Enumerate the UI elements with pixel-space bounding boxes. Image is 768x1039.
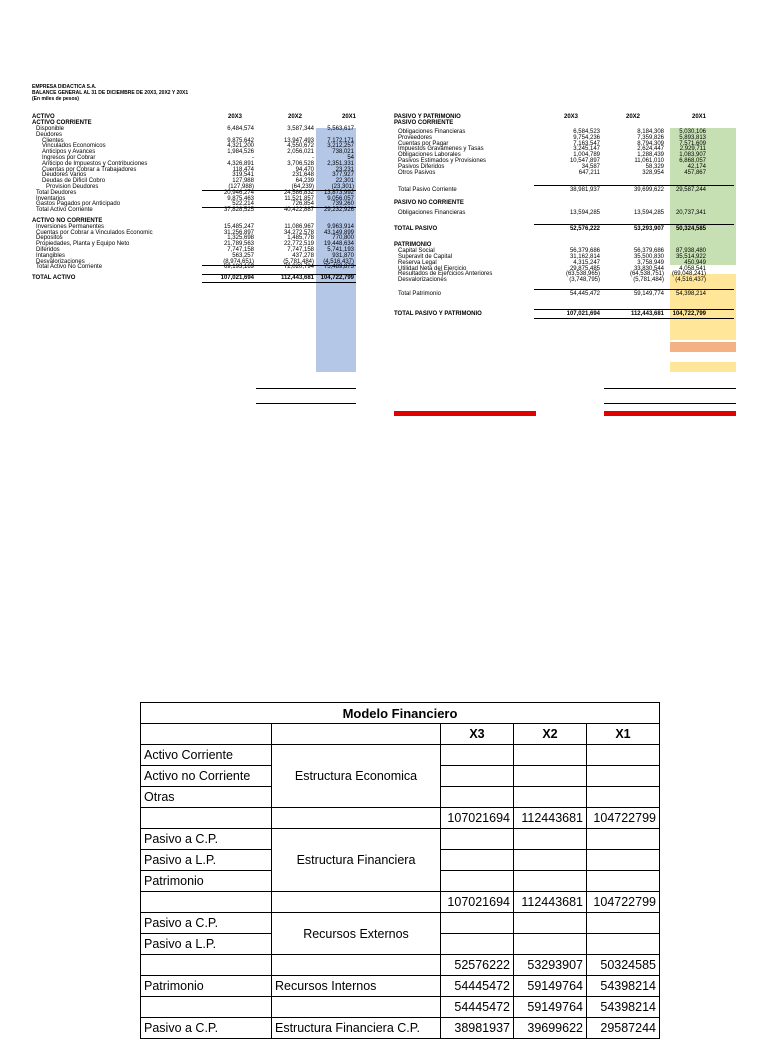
value-cell: 72,020,794 [283,264,314,271]
row-label: Total Pasivo Corriente [398,187,457,194]
value-cell: 23,231 [335,166,354,173]
value-cell: 2,351,331 [327,160,354,167]
value-cell: 59,149,774 [633,291,664,297]
row-label: Otros Pasivos [398,169,436,176]
row-label: Depositos [36,235,63,242]
value-cell: 647,211 [578,169,600,176]
value-cell: 39,699,622 [633,187,664,194]
company-name: EMPRESA DIDACTICA S.A. [32,84,97,90]
value-cell: 54 [347,155,354,161]
row-label: Deudores [36,131,63,138]
total-cell: 107021694 [441,808,514,829]
value-cell: 437,278 [292,252,314,259]
row-label: Total Deudores [36,189,77,196]
row-label: Utilidad Neta del Ejercicio [398,265,467,272]
value-cell: (3,748,795) [569,277,600,284]
value-cell: 7,172,171 [327,137,354,144]
section-heading: ACTIVO NO CORRIENTE [32,218,103,224]
value-cell: (5,781,484) [283,258,314,265]
value-cell: 22,301 [335,178,354,185]
value-cell: (4,516,437) [323,258,354,265]
value-cell: 19,448,634 [323,241,354,248]
value-cell: 9,875,463 [227,195,254,202]
row-label: Ingresos por Cobrar [42,155,96,161]
value-cell: 29587244 [587,1018,660,1039]
value-cell: (64,538,751) [629,271,664,278]
value-cell: 4,321,200 [227,143,254,150]
value-cell: 5,893,813 [679,134,706,141]
value-cell: 34,587 [581,163,600,170]
total-rule [534,185,734,186]
row-label: Pasivo a C.P. [141,1018,272,1039]
value-cell: 34,272,578 [283,229,314,236]
total-rule [534,289,734,290]
row-label: Cuentas por Cobrar a Trabajadores [42,166,137,173]
row-label: Pasivo a L.P. [141,934,272,955]
row-label: Obligaciones Financieras [398,129,466,135]
value-cell: 11,061,010 [634,158,664,164]
value-cell: 2,929,711 [679,146,706,153]
value-cell: 9,056,057 [327,195,354,202]
row-label: Capital Social [398,248,435,255]
row-label: Provision Deudores [46,184,99,190]
year-header: 20X1 [692,114,707,120]
year-header: 20X3 [228,114,243,120]
value-cell: 563,257 [232,252,254,259]
value-cell: 1,325,698 [227,235,254,242]
value-cell: - [312,155,314,161]
row-label: Impuestos Gravamenes y Tasas [398,146,484,153]
value-cell: 9,754,236 [573,134,600,141]
value-cell: 4,058,541 [679,265,706,272]
value-cell: 53,293,907 [633,226,664,233]
row-label: Vinculados Economicos [42,143,106,150]
row-label: TOTAL ACTIVO [32,275,76,282]
modelo-title: Modelo Financiero [141,703,660,724]
value-cell: 38,981,937 [569,187,600,194]
year-header: 20X3 [564,114,579,120]
value-cell: 11,521,857 [284,195,314,202]
total-cell: 54398214 [587,997,660,1018]
row-label: Pasivo a L.P. [141,850,272,871]
total-rule [534,309,734,310]
sheet-row [32,264,362,270]
row-label: Gastos Pagados por Anticipado [36,201,121,208]
value-cell: 13,594,285 [569,210,600,217]
row-label: Total Activo No Corriente [36,264,103,271]
row-label: Pasivos Diferidos [398,163,445,170]
value-cell: (69,048,241) [671,271,706,278]
row-label: Total Patrimonio [398,291,442,297]
value-cell: 13,947,493 [283,137,314,144]
row-label: Intangibles [36,252,66,259]
value-cell: 104,722,799 [320,275,354,282]
group-estructura-financiera-cp: Estructura Financiera C.P. [272,1018,441,1039]
total-cell: 50324585 [587,955,660,976]
group-recursos-externos: Recursos Externos [272,913,441,955]
value-cell: 8,794,309 [637,140,664,147]
total-cell: 104722799 [587,892,660,913]
row-label: Anticipo de Impuestos y Contribuciones [42,160,148,167]
row-label: Diferidos [36,247,60,253]
value-cell: 94,470 [295,166,314,173]
value-cell: 4,550,672 [287,143,314,150]
blank-line-3 [604,388,736,389]
value-cell: 11,086,967 [284,223,314,230]
value-cell: 1,004,789 [573,152,600,159]
value-cell: 231,648 [292,172,314,179]
value-cell: 54445472 [441,976,514,997]
total-cell: 112443681 [514,892,587,913]
value-cell: 107,021,694 [566,311,600,317]
row-label: TOTAL PASIVO Y PATRIMONIO [394,311,482,317]
blank-line-4 [604,403,736,404]
value-cell: 1,984,526 [227,149,254,156]
value-cell: 29,587,244 [675,187,706,194]
value-cell: 87,938,480 [675,248,706,255]
value-cell: 457,867 [684,169,706,176]
total-cell: 104722799 [587,808,660,829]
section-heading: PATRIMONIO [394,242,432,249]
total-cell: 53293907 [514,955,587,976]
row-label: TOTAL PASIVO [394,226,438,233]
value-cell: 377,927 [332,172,354,179]
blank-line-2 [256,403,356,404]
value-cell: 7,747,158 [287,247,314,253]
value-cell: (127,988) [228,184,254,190]
value-cell: 35,500,830 [633,254,664,260]
section-heading: ACTIVO [32,114,55,120]
value-cell: 43,149,899 [323,229,354,236]
row-label: Deudas de Dificil Cobro [42,178,106,185]
report-units: (En miles de pesos) [32,96,79,102]
group-estructura-financiera: Estructura Financiera [272,829,441,892]
value-cell: 6,484,574 [227,126,254,132]
row-label: Inversiones Permanentes [36,223,105,230]
value-cell: 6,584,523 [573,129,600,135]
sheet-row [32,207,362,213]
value-cell: 10,547,897 [569,158,600,164]
value-cell: 107,021,694 [220,275,254,282]
value-cell: 20,946,274 [223,189,254,196]
total-pasivo-patrimonio-row [394,311,739,317]
value-cell: 29,232,926 [323,207,354,214]
value-cell: 54,398,214 [675,291,706,297]
value-cell: (4,516,437) [675,277,706,284]
value-cell: 9,963,914 [327,223,354,230]
value-cell: 3,245,147 [573,146,600,153]
row-label: Inventarios [36,195,66,202]
total-cell: 52576222 [441,955,514,976]
value-cell: 39699622 [514,1018,587,1039]
report-header [32,84,188,102]
value-cell: 7,359,826 [637,134,664,141]
total-pasivo-row [394,226,739,232]
value-cell: 770,800 [332,235,354,242]
year-header-x1: X1 [587,724,660,745]
red-bar-left [394,411,536,416]
row-label: Activo Corriente [141,745,272,766]
value-cell: 5,741,193 [327,247,354,253]
total-rule [534,318,734,319]
row-label: Otras [141,787,272,808]
value-cell: 42,174 [687,163,706,170]
row-label: Proveedores [398,134,433,141]
value-cell: 33,830,544 [633,265,664,272]
row-label: Deudores Varios [42,172,87,179]
value-cell: 40,422,887 [283,207,314,214]
value-cell: 931,870 [332,252,354,259]
value-cell: 3,706,528 [287,160,314,167]
total-cell: 59149764 [514,997,587,1018]
value-cell: 118,474 [232,166,254,173]
sheet-row [394,170,739,176]
value-cell: (23,301) [331,184,354,190]
total-pasivo-corriente-row [394,187,739,193]
value-cell: 56,379,686 [633,248,664,255]
value-cell: 3,587,344 [287,126,314,132]
value-cell: 13,873,992 [323,189,354,196]
section-heading: PASIVO NO CORRIENTE [394,200,464,207]
value-cell: (5,781,484) [633,277,664,284]
sheet-row [394,210,739,216]
value-cell: (64,239) [291,184,314,190]
value-cell: 726,854 [292,201,314,208]
value-cell: 7,163,547 [573,140,600,147]
value-cell: 2,056,021 [287,149,314,156]
value-cell: 59149764 [514,976,587,997]
value-cell: 739,260 [332,201,354,208]
value-cell: 20,737,341 [675,210,706,217]
section-heading: ACTIVO CORRIENTE [32,120,92,126]
value-cell: 127,988 [232,178,254,185]
modelo-financiero-table [140,702,660,1039]
value-cell: 54,445,472 [569,291,600,297]
year-header-x2: X2 [514,724,587,745]
row-label: Pasivo a C.P. [141,913,272,934]
row-label: Cuentas por Pagar [398,140,449,147]
row-label: Total Activo Corriente [36,207,93,214]
total-activo-row [32,275,362,281]
value-cell: 4,326,891 [227,160,254,167]
group-estructura-economica: Estructura Economica [272,745,441,808]
value-cell: 64,239 [295,178,314,185]
row-label: Reserva Legal [398,259,437,266]
year-header: 20X2 [288,114,303,120]
total-rule [534,224,734,225]
total-cell: 54445472 [441,997,514,1018]
value-cell: 4,315,247 [573,259,600,266]
value-cell: 22,772,519 [283,241,314,248]
row-label: Desvalorizaciones [398,277,447,284]
value-cell: 2,624,447 [637,146,664,153]
row-label: Desvalorizaciones [36,258,85,265]
value-cell: 1,083,907 [679,152,706,159]
value-cell: 1,288,439 [637,152,664,159]
row-label: Obligaciones Financieras [398,210,466,217]
row-label: Cuentas por Cobrar a Vinculados Economic [36,229,153,236]
year-header-x3: X3 [441,724,514,745]
row-label: Pasivos Estimados y Provisiones [398,158,487,164]
row-label: Anticipos y Avances [42,149,96,156]
value-cell: 21,789,563 [223,241,254,248]
row-label: Obligaciones Laborales [398,152,461,159]
value-cell: 112,443,681 [280,275,314,282]
value-cell: 9,875,642 [227,137,254,144]
value-cell: 75,489,873 [323,264,354,271]
value-cell: 31,162,814 [569,254,600,260]
value-cell: 38981937 [441,1018,514,1039]
value-cell: 31,256,897 [223,229,254,236]
value-cell: 5,563,617 [327,126,354,132]
value-cell: 29,875,485 [569,265,600,272]
value-cell: 54398214 [587,976,660,997]
group-recursos-internos: Recursos Internos [272,976,441,997]
year-header: 20X2 [626,114,641,120]
total-rule [202,282,356,283]
red-bar-right [604,411,736,416]
value-cell: 8,184,308 [637,129,664,135]
section-heading: PASIVO CORRIENTE [394,120,454,126]
value-cell: 104,722,799 [672,311,706,317]
row-label: Propiedades, Planta y Equipo Neto [36,241,130,248]
year-header: 20X1 [342,114,357,120]
value-cell: 5,030,106 [679,129,706,135]
row-label: Activo no Corriente [141,766,272,787]
value-cell: 69,193,169 [223,264,254,271]
value-cell: (63,538,965) [565,271,600,278]
report-title: BALANCE GENERAL AL 31 DE DICIEMBRE DE 20X3, 20X2 Y 20X1 [32,90,189,96]
blank-line-1 [256,388,356,389]
total-cell: 112443681 [514,808,587,829]
value-cell: 35,514,922 [675,254,706,260]
row-label: Patrimonio [141,976,272,997]
value-cell: 37,828,525 [223,207,254,214]
total-patrimonio-row [394,291,739,297]
row-label: Resultados de Ejercicios Anteriores [398,271,493,278]
value-cell: 50,324,585 [675,226,706,233]
value-cell: 7,571,609 [679,140,706,147]
section-heading: PASIVO Y PATRIMONIO [394,114,461,120]
row-label: Pasivo a C.P. [141,829,272,850]
value-cell: (8,974,651) [223,258,254,265]
value-cell: 56,379,686 [569,248,600,255]
sheet-row [394,277,739,283]
total-cell: 107021694 [441,892,514,913]
value-cell: 450,949 [684,259,706,266]
value-cell: 3,758,949 [637,259,664,266]
value-cell: 328,954 [642,169,664,176]
activo-section [32,114,362,384]
value-cell: 112,443,681 [630,311,664,317]
value-cell: 52,576,222 [569,226,600,233]
pasivo-patrimonio-section [394,114,739,384]
value-cell: 1,485,778 [287,235,314,242]
value-cell: 522,214 [232,201,254,208]
value-cell: 7,747,158 [227,247,254,253]
value-cell: 15,485,247 [223,223,254,230]
row-label: Disponible [36,126,65,132]
value-cell: 13,594,285 [633,210,664,217]
value-cell: 6,868,057 [679,158,706,164]
value-cell: 319,541 [232,172,254,179]
row-label: Superavit de Capital [398,254,453,260]
value-cell: 3,212,257 [327,143,354,150]
value-cell: 738,021 [332,149,354,156]
row-label: Patrimonio [141,871,272,892]
row-label: Clientes [42,137,64,144]
value-cell: 58,329 [645,163,664,170]
value-cell: 24,586,832 [283,189,314,196]
value-cell: - [252,155,254,161]
